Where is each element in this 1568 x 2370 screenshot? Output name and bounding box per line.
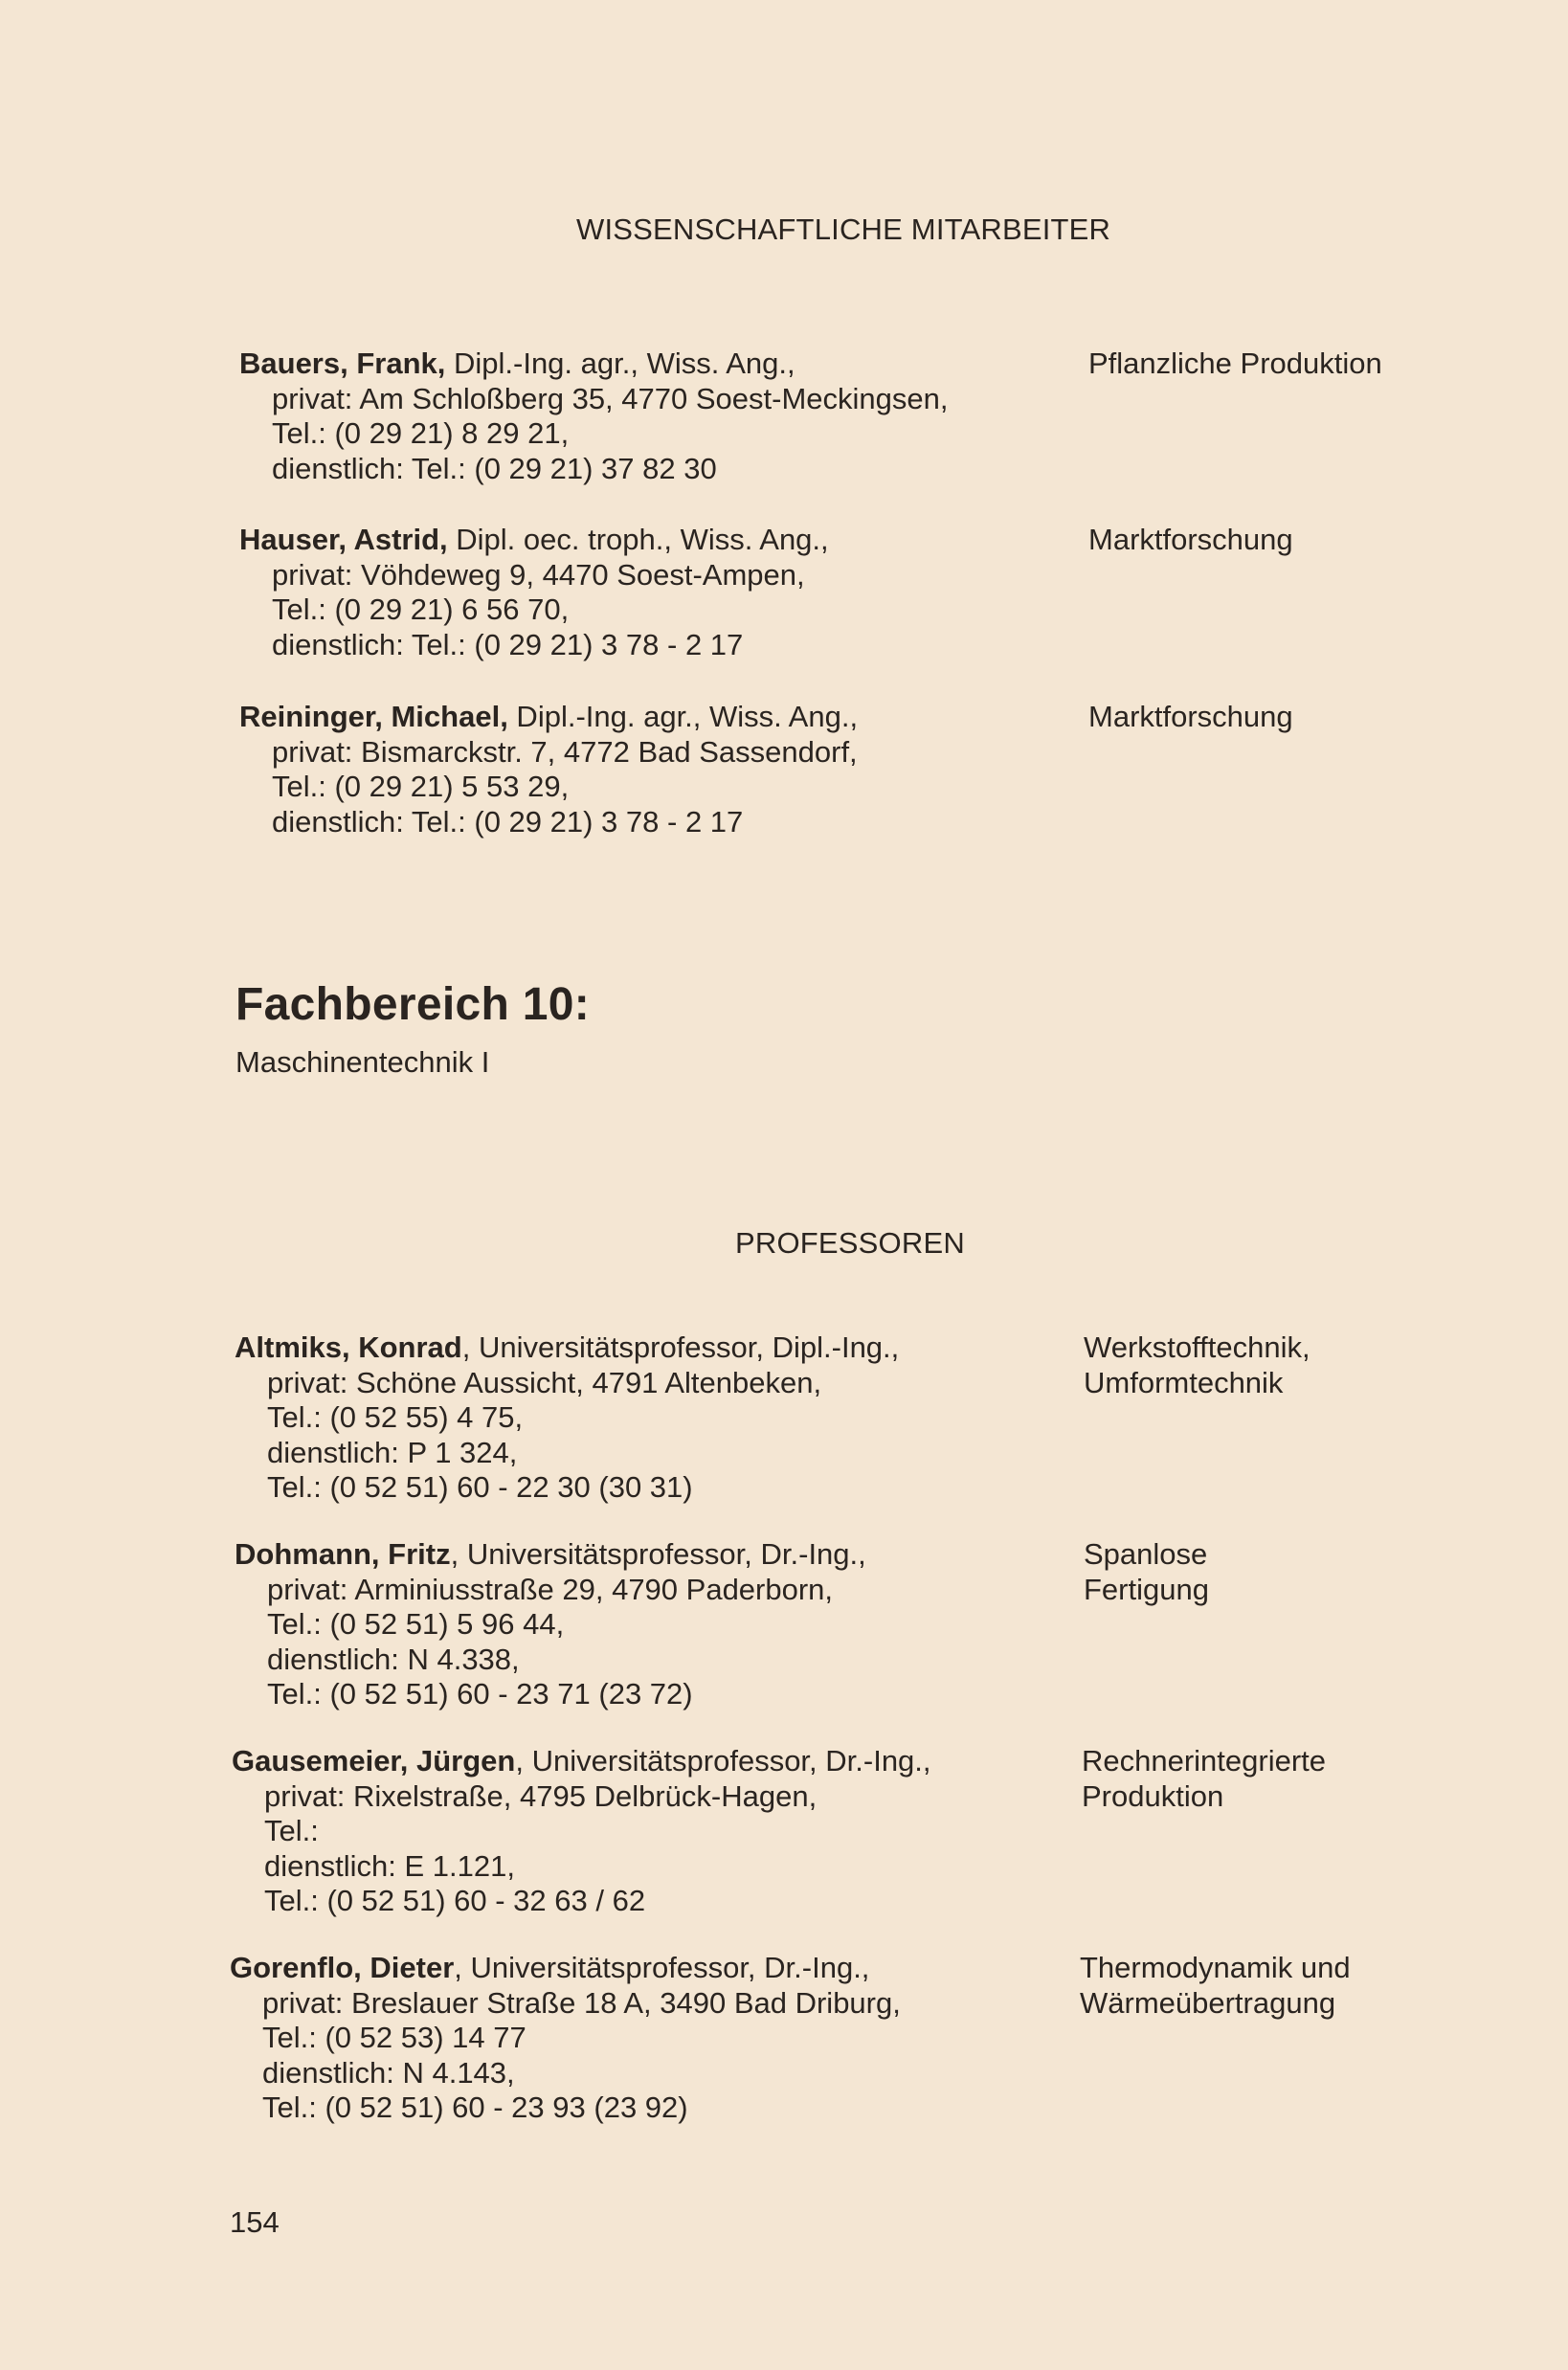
page-number: 154 bbox=[230, 2205, 280, 2239]
private-address: privat: Schöne Aussicht, 4791 Altenbeken, bbox=[267, 1365, 822, 1399]
person-title: , Universitätsprofessor, Dipl.-Ing., bbox=[461, 1330, 900, 1364]
professor-entry-text bbox=[232, 1744, 931, 1919]
person-name: Gausemeier, Jürgen bbox=[232, 1744, 516, 1778]
phone-line: Tel.: (0 52 51) 5 96 44, bbox=[267, 1607, 565, 1641]
phone-line: Tel.: (0 52 55) 4 75, bbox=[267, 1400, 524, 1434]
department-subtitle: Maschinentechnik I bbox=[235, 1045, 490, 1079]
office-room: dienstlich: E 1.121, bbox=[264, 1848, 515, 1883]
office-line: dienstlich: Tel.: (0 29 21) 3 78 - 2 17 bbox=[272, 627, 744, 661]
private-address: privat: Vöhdeweg 9, 4470 Soest-Ampen, bbox=[272, 557, 805, 592]
person-title: , Universitätsprofessor, Dr.-Ing., bbox=[450, 1537, 866, 1571]
office-phone: Tel.: (0 52 51) 60 - 22 30 (30 31) bbox=[267, 1470, 693, 1504]
phone-line: Tel.: (0 52 53) 14 77 bbox=[262, 2021, 526, 2054]
office-room: dienstlich: P 1 324, bbox=[267, 1435, 518, 1469]
person-title: Dipl.-Ing. agr., Wiss. Ang., bbox=[507, 700, 859, 733]
private-address: privat: Arminiusstraße 29, 4790 Paderborn, bbox=[267, 1572, 834, 1606]
office-phone: Tel.: (0 52 51) 60 - 32 63 / 62 bbox=[264, 1884, 646, 1917]
private-address: privat: Rixelstraße, 4795 Delbrück-Hagen, bbox=[264, 1778, 818, 1813]
research-field: Marktforschung bbox=[1088, 700, 1293, 733]
private-address: privat: Bismarckstr. 7, 4772 Bad Sassendorf, bbox=[272, 734, 858, 769]
person-name: Bauers, Frank, bbox=[239, 347, 446, 380]
person-title: Dipl. oec. troph., Wiss. Ang., bbox=[447, 523, 829, 556]
research-field: Rechnerintegrierte Produktion bbox=[1082, 1744, 1327, 1813]
staff-entry-text bbox=[239, 347, 948, 486]
research-field: Marktforschung bbox=[1088, 523, 1293, 556]
research-field: Thermodynamik und Wärmeübertragung bbox=[1080, 1951, 1351, 2020]
phone-line: Tel.: (0 29 21) 5 53 29, bbox=[272, 770, 570, 803]
phone-line: Tel.: (0 29 21) 6 56 70, bbox=[272, 592, 570, 626]
person-name: Gorenflo, Dieter bbox=[230, 1951, 455, 1984]
staff-entry-text bbox=[239, 700, 858, 839]
person-title: , Universitätsprofessor, Dr.-Ing., bbox=[515, 1744, 931, 1778]
private-address: privat: Breslauer Straße 18 A, 3490 Bad Driburg, bbox=[262, 1985, 901, 2020]
research-field: Pflanzliche Produktion bbox=[1088, 347, 1382, 380]
person-title: , Universitätsprofessor, Dr.-Ing., bbox=[454, 1951, 870, 1984]
phone-line: Tel.: (0 29 21) 8 29 21, bbox=[272, 416, 570, 450]
office-room: dienstlich: N 4.143, bbox=[262, 2055, 515, 2090]
office-phone: Tel.: (0 52 51) 60 - 23 71 (23 72) bbox=[267, 1677, 693, 1710]
research-field: Werkstofftechnik, Umformtechnik bbox=[1084, 1330, 1310, 1399]
professor-entry-text bbox=[235, 1330, 899, 1506]
professor-entry-text bbox=[230, 1951, 901, 2126]
department-title: Fachbereich 10: bbox=[235, 979, 590, 1030]
person-name: Altmiks, Konrad bbox=[235, 1330, 462, 1364]
office-phone: Tel.: (0 52 51) 60 - 23 93 (23 92) bbox=[262, 2091, 688, 2124]
professor-entry-text bbox=[235, 1537, 866, 1712]
professors-section-heading: PROFESSOREN bbox=[735, 1226, 965, 1260]
person-name: Hauser, Astrid, bbox=[239, 523, 448, 556]
office-room: dienstlich: N 4.338, bbox=[267, 1642, 520, 1676]
staff-entry-text bbox=[239, 523, 829, 662]
office-line: dienstlich: Tel.: (0 29 21) 37 82 30 bbox=[272, 451, 717, 485]
office-line: dienstlich: Tel.: (0 29 21) 3 78 - 2 17 bbox=[272, 804, 744, 838]
staff-section-heading: WISSENSCHAFTLICHE MITARBEITER bbox=[576, 212, 1111, 246]
person-title: Dipl.-Ing. agr., Wiss. Ang., bbox=[445, 347, 795, 380]
person-name: Dohmann, Fritz bbox=[235, 1537, 451, 1571]
person-name: Reininger, Michael, bbox=[239, 700, 508, 733]
private-address: privat: Am Schloßberg 35, 4770 Soest-Meckingsen, bbox=[272, 381, 949, 415]
research-field: Spanlose Fertigung bbox=[1084, 1537, 1209, 1606]
phone-line: Tel.: bbox=[264, 1814, 319, 1847]
